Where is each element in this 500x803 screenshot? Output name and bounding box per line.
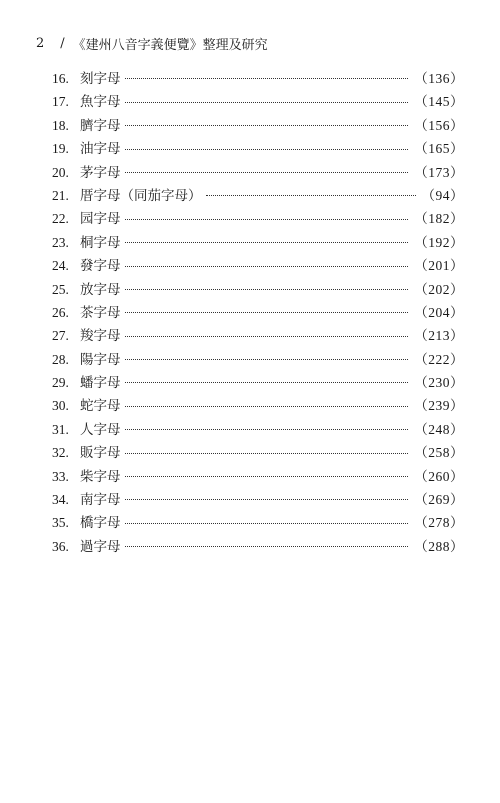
entry-title: 蛇字母 — [80, 398, 121, 415]
entry-page: （202） — [414, 281, 464, 297]
entry-page: （213） — [414, 328, 464, 344]
toc-entry[interactable] — [52, 231, 464, 254]
header-separator: / — [60, 35, 65, 51]
dot-leader — [206, 195, 416, 196]
toc-entry[interactable] — [52, 67, 464, 90]
entry-title: 魚字母 — [80, 94, 121, 111]
entry-number: 33. — [52, 468, 69, 484]
entry-page: （165） — [414, 141, 464, 157]
toc-entry[interactable] — [52, 137, 464, 160]
toc-entry[interactable] — [52, 348, 464, 371]
toc-entry[interactable] — [52, 184, 464, 207]
dot-leader — [125, 266, 409, 267]
entry-number: 21. — [52, 187, 69, 203]
entry-title: 刻字母 — [80, 71, 121, 87]
toc-entry[interactable] — [52, 324, 464, 347]
dot-leader — [125, 453, 409, 454]
entry-title: 橋字母 — [80, 515, 121, 532]
entry-title: 南字母 — [80, 492, 121, 509]
toc-entry[interactable] — [52, 535, 464, 558]
entry-title: 油字母 — [80, 141, 121, 158]
dot-leader — [125, 499, 409, 500]
dot-leader — [125, 546, 409, 547]
dot-leader — [125, 102, 409, 103]
entry-page: （173） — [414, 164, 464, 180]
dot-leader — [125, 149, 409, 150]
dot-leader — [125, 78, 409, 79]
entry-number: 27. — [52, 328, 69, 344]
entry-number: 16. — [52, 71, 69, 86]
dot-leader — [125, 242, 409, 243]
entry-number: 31. — [52, 421, 69, 437]
entry-number: 22. — [52, 211, 69, 227]
entry-number: 29. — [52, 375, 69, 391]
entry-page: （269） — [414, 492, 464, 508]
running-header — [36, 33, 268, 53]
entry-number: 26. — [52, 304, 69, 320]
entry-number: 35. — [52, 515, 69, 531]
entry-title: 販字母 — [80, 445, 121, 462]
toc-entry[interactable] — [52, 114, 464, 137]
toc-entry[interactable] — [52, 488, 464, 511]
dot-leader — [125, 125, 409, 126]
entry-page: （288） — [414, 538, 464, 554]
entry-number: 20. — [52, 164, 69, 180]
toc-entry[interactable] — [52, 394, 464, 417]
entry-page: （239） — [414, 398, 464, 414]
toc-entry[interactable] — [52, 371, 464, 394]
entry-title: 人字母 — [80, 421, 121, 438]
dot-leader — [125, 523, 409, 524]
entry-number: 17. — [52, 94, 69, 110]
dot-leader — [125, 476, 409, 477]
table-of-contents — [52, 67, 464, 558]
entry-page: （201） — [414, 258, 464, 274]
entry-title: 柴字母 — [80, 468, 121, 485]
entry-number: 24. — [52, 258, 69, 274]
entry-page: （182） — [414, 211, 464, 227]
entry-title: 桐字母 — [80, 234, 121, 251]
entry-title: 羧字母 — [80, 328, 121, 345]
entry-number: 28. — [52, 351, 69, 367]
entry-title: 茅字母 — [80, 164, 121, 181]
toc-entry[interactable] — [52, 511, 464, 534]
entry-page: （230） — [414, 375, 464, 391]
entry-page: （204） — [414, 304, 464, 320]
entry-page: （136） — [414, 71, 464, 86]
page-number: 2 — [36, 35, 45, 51]
entry-number: 32. — [52, 445, 69, 461]
toc-entry[interactable] — [52, 254, 464, 277]
entry-title: 陽字母 — [80, 351, 121, 368]
entry-page: （145） — [414, 94, 464, 110]
book-title: 《建州八音字義便覽》整理及研究 — [72, 37, 268, 53]
toc-entry[interactable] — [52, 278, 464, 301]
entry-page: （222） — [414, 351, 464, 367]
entry-number: 34. — [52, 492, 69, 508]
entry-title: 茶字母 — [80, 304, 121, 321]
entry-title: 厝字母（同茄字母） — [80, 187, 202, 204]
entry-title: 放字母 — [80, 281, 121, 298]
entry-page: （94） — [421, 187, 464, 203]
toc-entry[interactable] — [52, 207, 464, 230]
dot-leader — [125, 406, 409, 407]
entry-number: 30. — [52, 398, 69, 414]
dot-leader — [125, 382, 409, 383]
entry-number: 36. — [52, 538, 69, 554]
entry-title: 蟠字母 — [80, 375, 121, 392]
toc-entry[interactable] — [52, 465, 464, 488]
entry-title: 發字母 — [80, 258, 121, 275]
dot-leader — [125, 289, 409, 290]
dot-leader — [125, 172, 409, 173]
entry-page: （248） — [414, 421, 464, 437]
entry-page: （278） — [414, 515, 464, 531]
entry-number: 19. — [52, 141, 69, 157]
toc-entry[interactable] — [52, 161, 464, 184]
entry-title: 臍字母 — [80, 117, 121, 134]
toc-entry[interactable] — [52, 441, 464, 464]
entry-number: 25. — [52, 281, 69, 297]
entry-page: （192） — [414, 234, 464, 250]
entry-number: 23. — [52, 234, 69, 250]
toc-entry[interactable] — [52, 301, 464, 324]
entry-title: 過字母 — [80, 538, 121, 555]
dot-leader — [125, 312, 409, 313]
dot-leader — [125, 429, 409, 430]
entry-page: （260） — [414, 468, 464, 484]
dot-leader — [125, 359, 409, 360]
dot-leader — [125, 336, 409, 337]
entry-number: 18. — [52, 117, 69, 133]
entry-page: （156） — [414, 117, 464, 133]
dot-leader — [125, 219, 409, 220]
toc-entry[interactable] — [52, 418, 464, 441]
entry-page: （258） — [414, 445, 464, 461]
entry-title: 园字母 — [80, 211, 121, 228]
toc-entry[interactable] — [52, 90, 464, 113]
